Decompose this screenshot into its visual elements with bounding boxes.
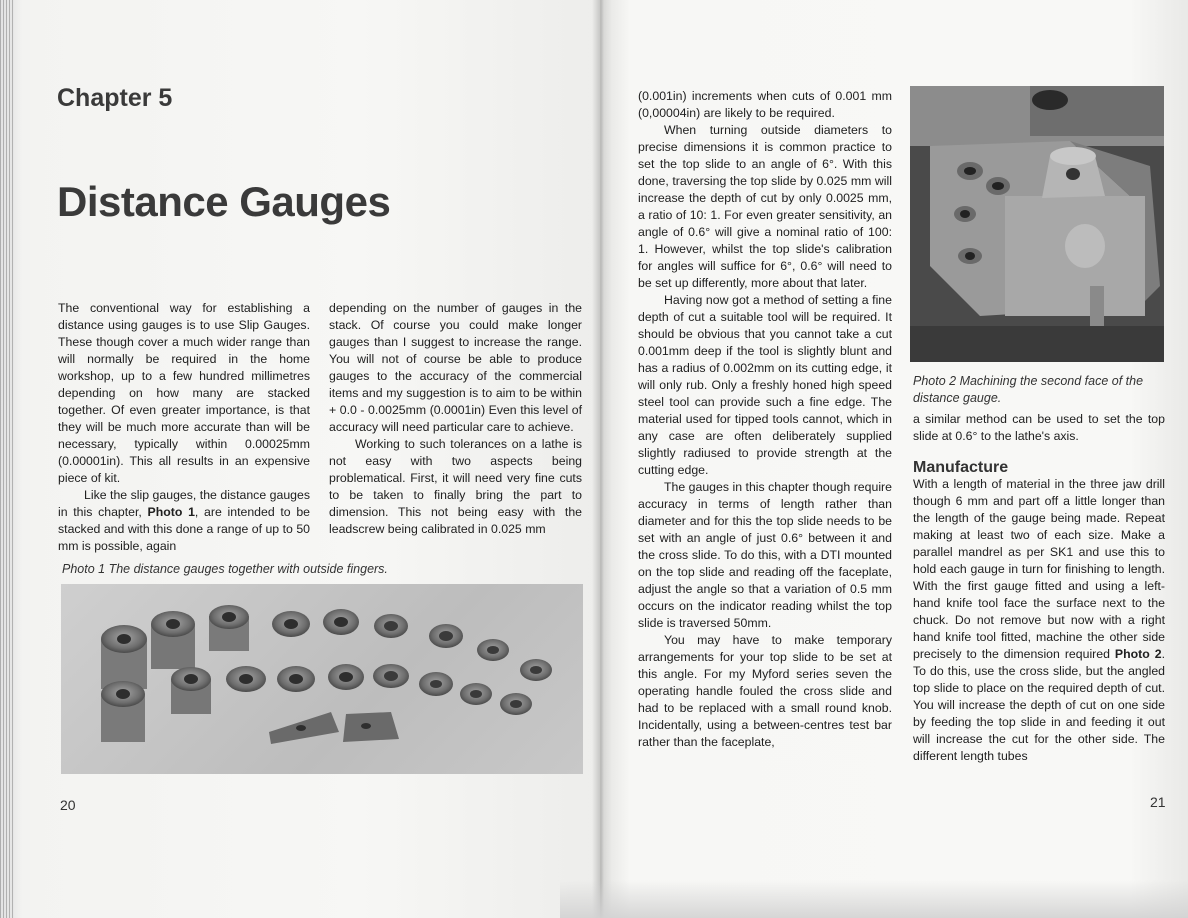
photo-reference: Photo 1 — [147, 505, 195, 519]
paragraph: depending on the number of gauges in the stack. Of course you could make longer gauges than I suggest to increase the range. You will not of course be able to produce gauges to the accuracy of the commercial items and my suggestion is to aim to be within + 0.0 - 0.0025mm (0.0001in) Even this level of accuracy will need particular care to achieve. — [329, 301, 582, 434]
paragraph: When turning outside diameters to precise dimensions it is common practice to set the top slide to an angle of 6°. With this done, traversing the top slide by 0.025 mm will increase the depth of cut by only 0.0025 mm, a ratio of 10: 1. For even greater sensitivity, an angle of 0.6° will give a nominal ratio of 100: 1. However, whilst the top slide's calibration for angles will suffice for 6°, 0.6° will need to be set up differently, more about that later. — [638, 123, 892, 290]
right-column-1 — [638, 88, 892, 751]
paragraph: Working to such tolerances on a lathe is not easy with two aspects being problematical. First, it will need very fine cuts to be taken to finally bring the part to dimension. This not being easy with the leadscrew being calibrated in 0.025 mm — [329, 437, 582, 536]
chapter-title: Distance Gauges — [57, 178, 391, 225]
gauges-illustration — [61, 584, 583, 774]
photo2-caption: Photo 2 Machining the second face of the distance gauge. — [913, 374, 1144, 405]
paragraph: Like the slip gauges, the distance gauges in this chapter, Photo 1, are intended to be stacked and with this done a range of up to 50 mm is possible, again — [58, 488, 310, 553]
paragraph: With a length of material in the three jaw drill though 6 mm and part off a little longer than the length of the gauge being made. Repeat making at least two of each size. Make a parallel mandrel as per SK1 and use this to hold each gauge in turn for finishing to length. With the first gauge fitted and using a left-hand knife tool face the surface next to the chuck. Do not remove but now with a right hand knife tool fitted, machine the other side precisely to the dimension required Photo 2. To do this, use the cross slide, but the angled top slide to place on the required depth of cut. You will increase the depth of cut on one side by feeding the top slide in and feeding it out will increase the cut for the other side. The different length tubes — [913, 477, 1165, 763]
lathe-illustration — [910, 86, 1164, 362]
scan-shadow — [560, 880, 1188, 918]
page-number-right: 21 — [1150, 794, 1166, 810]
book-gutter — [592, 0, 612, 918]
photo-reference: Photo 2 — [1114, 647, 1162, 661]
page-edges — [0, 0, 14, 918]
paragraph: a similar method can be used to set the top slide at 0.6° to the lathe's axis. — [913, 412, 1165, 443]
section-heading-manufacture: Manufacture — [913, 459, 1009, 476]
photo2-machining — [910, 86, 1164, 362]
photo1-distance-gauges — [61, 584, 583, 774]
left-column-1 — [58, 300, 310, 555]
paragraph: Having now got a method of setting a fine depth of cut a suitable tool will be required. It should be obvious that you cannot take a cut 0.001mm deep if the tool is slightly blunt and has a radius of 0.002mm on its cutting edge, it will only rub. Only a freshly honed high speed steel tool can provide such a fine edge. The material used for tipped tools cannot, which in any case are often deliberately supplied slightly radiused to provide strength at the cutting edge. — [638, 293, 892, 477]
chapter-label: Chapter 5 — [57, 84, 173, 112]
paragraph: The gauges in this chapter though require accuracy in terms of length rather than diameter and for this the top slide needs to be set with an angle of just 0.6° between it and the cross slide. To do this, with a DTI mounted on the top slide and reading off the faceplate, adjust the angle so that a variation of 0.5 mm occurs on the indicator reading whilst the top slide is traversed 50mm. — [638, 480, 892, 630]
paragraph: The conventional way for establishing a distance using gauges is to use Slip Gauges. These though cover a much wider range than will normally be required in the home workshop, up to a few hundred millimetres depending on how many are stacked together. Of even greater importance, is that they will be much more accurate than will be necessary, typically within 0.00025mm (0.00001in). This all results in an expensive piece of kit. — [58, 301, 310, 485]
paragraph: (0.001in) increments when cuts of 0.001 mm (0,00004in) are likely to be required. — [638, 89, 892, 120]
paragraph: You may have to make temporary arrangements for your top slide to be set at this angle. For my Myford series seven the operating handle fouled the cross slide and had to be replaced with a small round knob. Incidentally, using a between-centres test bar rather than the faceplate, — [638, 633, 892, 749]
page-number-left: 20 — [60, 797, 76, 813]
photo1-caption: Photo 1 The distance gauges together with outside fingers. — [62, 562, 388, 576]
left-column-2 — [329, 300, 582, 538]
